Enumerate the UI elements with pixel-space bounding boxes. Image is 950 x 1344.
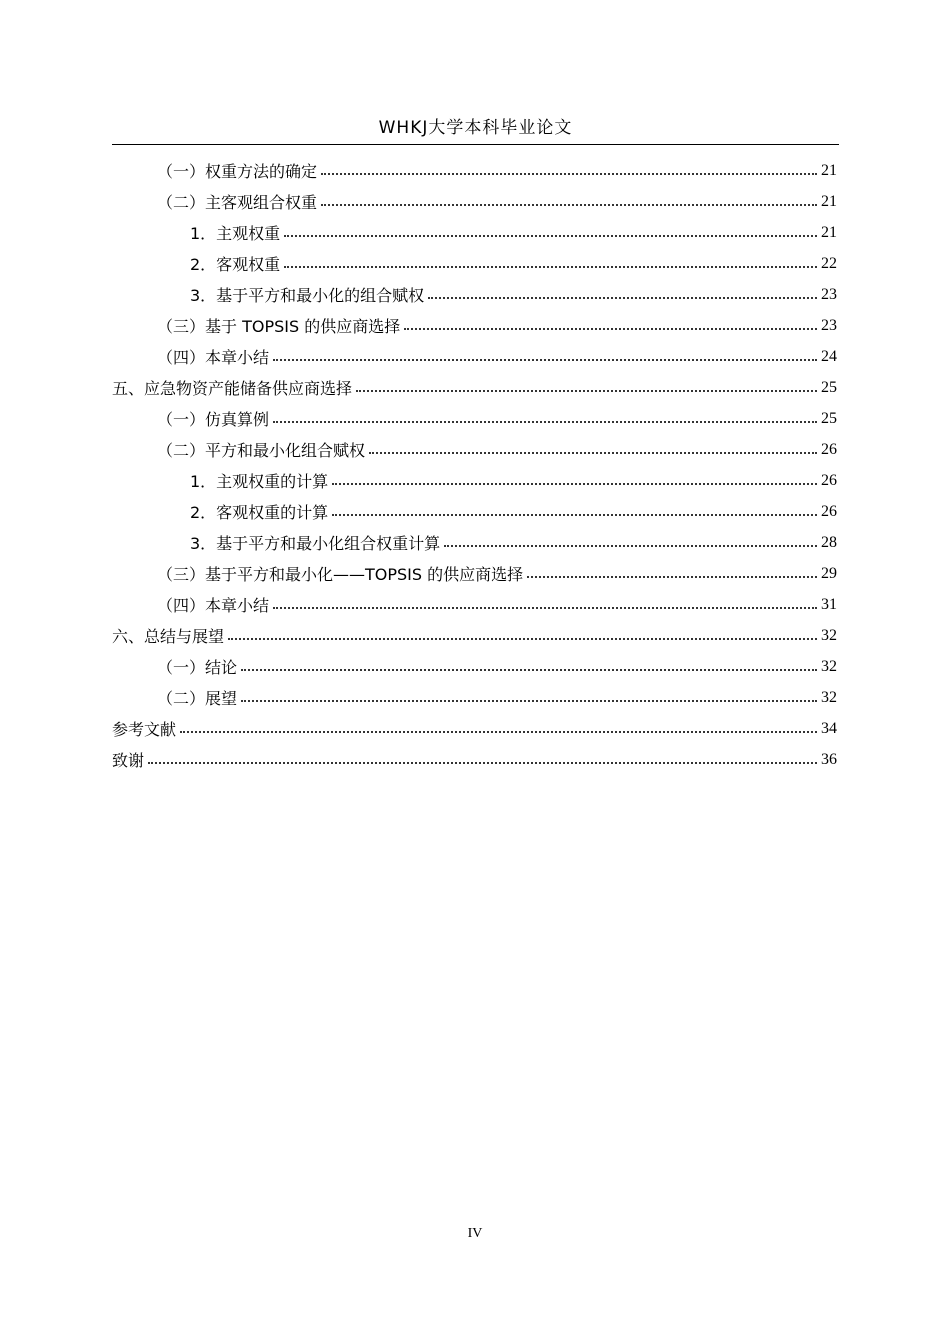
toc-entry-page: 21 bbox=[821, 161, 837, 179]
page-number: IV bbox=[467, 1226, 483, 1241]
toc-entry-title: （四）本章小结 bbox=[157, 348, 270, 367]
toc-dot-leader bbox=[321, 203, 817, 206]
toc-dot-leader bbox=[273, 606, 817, 609]
toc-dot-leader bbox=[527, 575, 817, 578]
toc-dot-leader bbox=[356, 389, 817, 392]
toc-entry-title: 五、应急物资产能储备供应商选择 bbox=[112, 379, 353, 398]
toc-entry-title: 六、总结与展望 bbox=[112, 627, 225, 646]
toc-entry[interactable] bbox=[112, 217, 837, 248]
toc-entry-page: 25 bbox=[821, 378, 837, 396]
toc-dot-leader bbox=[444, 544, 817, 547]
toc-entry-page: 26 bbox=[821, 440, 837, 458]
toc-entry-title: 3．基于平方和最小化的组合赋权 bbox=[190, 286, 425, 305]
toc-entry-title: （一）权重方法的确定 bbox=[157, 162, 318, 181]
toc-dot-leader bbox=[404, 327, 817, 330]
toc-entry-page: 28 bbox=[821, 533, 837, 551]
toc-dot-leader bbox=[148, 761, 817, 764]
toc-entry[interactable] bbox=[112, 465, 837, 496]
toc-entry-page: 23 bbox=[821, 285, 837, 303]
toc-dot-leader bbox=[241, 699, 817, 702]
table-of-contents bbox=[112, 155, 837, 775]
toc-dot-leader bbox=[273, 420, 817, 423]
toc-entry-title: 1．主观权重的计算 bbox=[190, 472, 329, 491]
toc-entry-page: 22 bbox=[821, 254, 837, 272]
toc-dot-leader bbox=[321, 172, 817, 175]
toc-dot-leader bbox=[332, 513, 817, 516]
toc-entry-page: 31 bbox=[821, 595, 837, 613]
toc-entry[interactable] bbox=[112, 248, 837, 279]
toc-entry[interactable] bbox=[112, 310, 837, 341]
toc-entry-page: 24 bbox=[821, 347, 837, 365]
toc-entry-page: 23 bbox=[821, 316, 837, 334]
toc-entry[interactable] bbox=[112, 682, 837, 713]
toc-entry[interactable] bbox=[112, 341, 837, 372]
toc-entry[interactable] bbox=[112, 403, 837, 434]
toc-entry-title: （二）展望 bbox=[157, 689, 238, 708]
toc-entry-page: 26 bbox=[821, 471, 837, 489]
toc-entry-page: 26 bbox=[821, 502, 837, 520]
toc-entry-title: （二）平方和最小化组合赋权 bbox=[157, 441, 366, 460]
toc-dot-leader bbox=[369, 451, 817, 454]
toc-entry-title: （四）本章小结 bbox=[157, 596, 270, 615]
toc-entry[interactable] bbox=[112, 372, 837, 403]
toc-entry-page: 25 bbox=[821, 409, 837, 427]
toc-entry[interactable] bbox=[112, 496, 837, 527]
toc-entry-title: （一）结论 bbox=[157, 658, 238, 677]
toc-entry-title: （三）基于平方和最小化——TOPSIS 的供应商选择 bbox=[157, 565, 524, 584]
toc-entry-title: 2．客观权重的计算 bbox=[190, 503, 329, 522]
toc-entry-page: 29 bbox=[821, 564, 837, 582]
toc-entry[interactable] bbox=[112, 434, 837, 465]
toc-dot-leader bbox=[228, 637, 817, 640]
toc-entry-page: 21 bbox=[821, 223, 837, 241]
toc-entry-title: 2．客观权重 bbox=[190, 255, 281, 274]
toc-entry-page: 32 bbox=[821, 688, 837, 706]
toc-entry-title: （三）基于 TOPSIS 的供应商选择 bbox=[157, 317, 401, 336]
header-divider bbox=[112, 144, 839, 145]
toc-dot-leader bbox=[284, 234, 817, 237]
toc-dot-leader bbox=[284, 265, 817, 268]
toc-entry[interactable] bbox=[112, 155, 837, 186]
toc-entry[interactable] bbox=[112, 589, 837, 620]
toc-dot-leader bbox=[273, 358, 817, 361]
toc-entry-page: 32 bbox=[821, 657, 837, 675]
toc-entry-title: 致谢 bbox=[112, 751, 145, 770]
toc-dot-leader bbox=[241, 668, 817, 671]
toc-entry-title: 参考文献 bbox=[112, 720, 177, 739]
toc-entry-page: 21 bbox=[821, 192, 837, 210]
toc-dot-leader bbox=[180, 730, 817, 733]
toc-entry-title: 3．基于平方和最小化组合权重计算 bbox=[190, 534, 441, 553]
toc-entry-page: 36 bbox=[821, 750, 837, 768]
toc-entry[interactable] bbox=[112, 527, 837, 558]
toc-dot-leader bbox=[428, 296, 817, 299]
toc-entry[interactable] bbox=[112, 620, 837, 651]
toc-entry[interactable] bbox=[112, 558, 837, 589]
toc-entry-title: 1．主观权重 bbox=[190, 224, 281, 243]
toc-entry-title: （二）主客观组合权重 bbox=[157, 193, 318, 212]
toc-dot-leader bbox=[332, 482, 817, 485]
toc-entry[interactable] bbox=[112, 186, 837, 217]
toc-entry-page: 34 bbox=[821, 719, 837, 737]
toc-entry[interactable] bbox=[112, 279, 837, 310]
toc-entry-page: 32 bbox=[821, 626, 837, 644]
toc-entry[interactable] bbox=[112, 651, 837, 682]
page-header-title: WHKJ大学本科毕业论文 bbox=[378, 118, 573, 138]
toc-entry[interactable] bbox=[112, 713, 837, 744]
toc-entry-title: （一）仿真算例 bbox=[157, 410, 270, 429]
toc-entry[interactable] bbox=[112, 744, 837, 775]
